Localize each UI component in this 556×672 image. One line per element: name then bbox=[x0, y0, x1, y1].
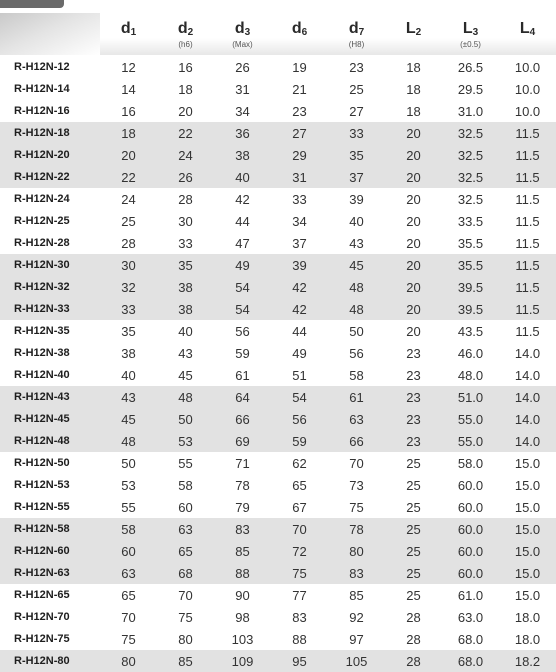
header-corner-cell bbox=[0, 13, 100, 55]
cell-d6: 21 bbox=[292, 81, 307, 97]
cell-l3: 63.0 bbox=[457, 609, 484, 625]
cell-d1: 20 bbox=[121, 147, 136, 163]
table-row bbox=[0, 298, 556, 320]
cell-l3: 51.0 bbox=[457, 389, 484, 405]
cell-d6: 31 bbox=[292, 169, 307, 185]
cell-d3: 64 bbox=[235, 389, 250, 405]
banner-fragment bbox=[0, 0, 64, 8]
cell-d6: 42 bbox=[292, 301, 307, 317]
cell-d1: 22 bbox=[121, 169, 136, 185]
cell-l4: 10.0 bbox=[514, 81, 541, 97]
cell-l4: 11.5 bbox=[515, 213, 540, 229]
cell-l4: 18.2 bbox=[514, 653, 541, 669]
cell-d3: 36 bbox=[235, 125, 250, 141]
cell-l2: 25 bbox=[406, 587, 421, 603]
cell-d6: 70 bbox=[292, 521, 307, 537]
cell-l3: 43.5 bbox=[457, 323, 484, 339]
cell-d1: 45 bbox=[121, 411, 136, 427]
cell-l3: 60.0 bbox=[457, 521, 484, 537]
cell-l3: 39.5 bbox=[457, 301, 484, 317]
cell-d1: 35 bbox=[121, 323, 136, 339]
cell-l2: 20 bbox=[406, 235, 421, 251]
table-row bbox=[0, 518, 556, 540]
part-number-cell: R-H12N-43 bbox=[14, 391, 70, 403]
cell-d7: 105 bbox=[345, 653, 368, 669]
cell-l3: 35.5 bbox=[457, 235, 484, 251]
cell-d7: 48 bbox=[349, 301, 364, 317]
cell-l3: 39.5 bbox=[457, 279, 484, 295]
cell-d2: 65 bbox=[178, 543, 193, 559]
cell-l3: 55.0 bbox=[457, 433, 484, 449]
cell-d2: 45 bbox=[178, 367, 193, 383]
cell-d2: 16 bbox=[178, 59, 193, 75]
table-header-row bbox=[0, 13, 556, 55]
cell-l2: 25 bbox=[406, 477, 421, 493]
cell-l4: 15.0 bbox=[514, 477, 541, 493]
header-col-d6: $d_6$ bbox=[291, 20, 308, 38]
cell-d2: 63 bbox=[178, 521, 193, 537]
cell-l2: 23 bbox=[406, 367, 421, 383]
cell-d3: 71 bbox=[235, 455, 250, 471]
cell-d3: 49 bbox=[235, 257, 250, 273]
cell-d6: 44 bbox=[292, 323, 307, 339]
cell-l4: 11.5 bbox=[515, 169, 540, 185]
cell-d6: 51 bbox=[292, 367, 307, 383]
cell-d2: 68 bbox=[178, 565, 193, 581]
cell-d1: 48 bbox=[121, 433, 136, 449]
cell-d7: 66 bbox=[349, 433, 364, 449]
cell-d7: 75 bbox=[349, 499, 364, 515]
cell-l2: 20 bbox=[406, 191, 421, 207]
cell-d1: 50 bbox=[121, 455, 136, 471]
cell-d1: 75 bbox=[121, 631, 136, 647]
cell-l4: 11.5 bbox=[515, 257, 540, 273]
cell-d7: 80 bbox=[349, 543, 364, 559]
cell-d3: 54 bbox=[235, 301, 250, 317]
cell-d6: 42 bbox=[292, 279, 307, 295]
cell-d3: 98 bbox=[235, 609, 250, 625]
cell-d2: 85 bbox=[178, 653, 193, 669]
cell-d1: 65 bbox=[121, 587, 136, 603]
part-number-cell: R-H12N-58 bbox=[14, 523, 70, 535]
cell-d2: 40 bbox=[178, 323, 193, 339]
table-row bbox=[0, 386, 556, 408]
cell-l3: 68.0 bbox=[457, 631, 484, 647]
part-number-cell: R-H12N-18 bbox=[14, 127, 70, 139]
cell-d3: 26 bbox=[235, 59, 250, 75]
cell-d2: 75 bbox=[178, 609, 193, 625]
cell-d6: 37 bbox=[292, 235, 307, 251]
table-row bbox=[0, 474, 556, 496]
cell-l2: 23 bbox=[406, 345, 421, 361]
cell-d7: 92 bbox=[349, 609, 364, 625]
cell-d6: 56 bbox=[292, 411, 307, 427]
cell-d2: 35 bbox=[178, 257, 193, 273]
cell-d6: 19 bbox=[292, 59, 307, 75]
part-number-cell: R-H12N-38 bbox=[14, 347, 70, 359]
cell-d3: 83 bbox=[235, 521, 250, 537]
table-row bbox=[0, 254, 556, 276]
table-row bbox=[0, 496, 556, 518]
part-number-cell: R-H12N-50 bbox=[14, 457, 70, 469]
part-number-cell: R-H12N-25 bbox=[14, 215, 70, 227]
part-number-cell: R-H12N-65 bbox=[14, 589, 70, 601]
part-number-cell: R-H12N-40 bbox=[14, 369, 70, 381]
cell-d6: 72 bbox=[292, 543, 307, 559]
cell-l4: 14.0 bbox=[514, 345, 541, 361]
cell-d6: 54 bbox=[292, 389, 307, 405]
cell-d2: 24 bbox=[178, 147, 193, 163]
cell-l3: 60.0 bbox=[457, 477, 484, 493]
table-row bbox=[0, 452, 556, 474]
cell-l2: 20 bbox=[406, 279, 421, 295]
part-number-cell: R-H12N-55 bbox=[14, 501, 70, 513]
cell-d2: 38 bbox=[178, 301, 193, 317]
cell-d6: 49 bbox=[292, 345, 307, 361]
cell-l4: 14.0 bbox=[514, 367, 541, 383]
cell-l4: 15.0 bbox=[514, 455, 541, 471]
cell-l3: 58.0 bbox=[457, 455, 484, 471]
part-number-cell: R-H12N-75 bbox=[14, 633, 70, 645]
cell-d3: 90 bbox=[235, 587, 250, 603]
cell-d3: 109 bbox=[231, 653, 254, 669]
part-number-cell: R-H12N-12 bbox=[14, 61, 70, 73]
cell-d1: 40 bbox=[121, 367, 136, 383]
cell-d2: 48 bbox=[178, 389, 193, 405]
part-number-cell: R-H12N-60 bbox=[14, 545, 70, 557]
cell-l4: 14.0 bbox=[514, 433, 541, 449]
table-row bbox=[0, 584, 556, 606]
cell-d6: 75 bbox=[292, 565, 307, 581]
table-row bbox=[0, 320, 556, 342]
table-row bbox=[0, 408, 556, 430]
cell-d6: 65 bbox=[292, 477, 307, 493]
cell-d3: 59 bbox=[235, 345, 250, 361]
cell-d2: 18 bbox=[178, 81, 193, 97]
cell-l3: 60.0 bbox=[457, 565, 484, 581]
cell-d1: 53 bbox=[121, 477, 136, 493]
part-number-cell: R-H12N-63 bbox=[14, 567, 70, 579]
cell-d2: 53 bbox=[178, 433, 193, 449]
cell-d2: 80 bbox=[178, 631, 193, 647]
cell-d2: 70 bbox=[178, 587, 193, 603]
cell-d2: 33 bbox=[178, 235, 193, 251]
cell-l2: 23 bbox=[406, 389, 421, 405]
cell-d6: 29 bbox=[292, 147, 307, 163]
cell-l3: 32.5 bbox=[457, 191, 484, 207]
cell-d2: 28 bbox=[178, 191, 193, 207]
table-row bbox=[0, 144, 556, 166]
cell-d7: 45 bbox=[349, 257, 364, 273]
cell-d1: 33 bbox=[121, 301, 136, 317]
table-row bbox=[0, 276, 556, 298]
part-number-cell: R-H12N-70 bbox=[14, 611, 70, 623]
cell-l2: 20 bbox=[406, 301, 421, 317]
part-number-cell: R-H12N-20 bbox=[14, 149, 70, 161]
cell-d1: 12 bbox=[121, 59, 136, 75]
cell-d1: 70 bbox=[121, 609, 136, 625]
cell-d1: 14 bbox=[121, 81, 136, 97]
cell-d2: 58 bbox=[178, 477, 193, 493]
table-row bbox=[0, 100, 556, 122]
cell-l4: 11.5 bbox=[515, 323, 540, 339]
cell-l3: 29.5 bbox=[457, 81, 484, 97]
cell-d6: 95 bbox=[292, 653, 307, 669]
cell-d3: 85 bbox=[235, 543, 250, 559]
cell-d3: 44 bbox=[235, 213, 250, 229]
cell-d3: 78 bbox=[235, 477, 250, 493]
cell-d2: 30 bbox=[178, 213, 193, 229]
part-number-cell: R-H12N-22 bbox=[14, 171, 70, 183]
cell-d2: 60 bbox=[178, 499, 193, 515]
cell-l3: 61.0 bbox=[457, 587, 484, 603]
cell-d1: 80 bbox=[121, 653, 136, 669]
cell-d7: 70 bbox=[349, 455, 364, 471]
cell-l2: 18 bbox=[406, 59, 421, 75]
part-number-cell: R-H12N-24 bbox=[14, 193, 70, 205]
cell-d2: 55 bbox=[178, 455, 193, 471]
cell-l4: 15.0 bbox=[514, 565, 541, 581]
cell-d6: 83 bbox=[292, 609, 307, 625]
cell-d7: 85 bbox=[349, 587, 364, 603]
cell-d3: 69 bbox=[235, 433, 250, 449]
header-col-d2: $d_2$ (h6) bbox=[177, 20, 194, 49]
cell-d3: 88 bbox=[235, 565, 250, 581]
cell-l4: 11.5 bbox=[515, 191, 540, 207]
cell-l3: 48.0 bbox=[457, 367, 484, 383]
cell-l4: 15.0 bbox=[514, 499, 541, 515]
part-number-cell: R-H12N-35 bbox=[14, 325, 70, 337]
header-col-d1: $d_1$ bbox=[120, 20, 137, 38]
cell-d1: 63 bbox=[121, 565, 136, 581]
table-row bbox=[0, 188, 556, 210]
part-number-cell: R-H12N-16 bbox=[14, 105, 70, 117]
cell-d7: 33 bbox=[349, 125, 364, 141]
cell-d1: 30 bbox=[121, 257, 136, 273]
cell-d3: 47 bbox=[235, 235, 250, 251]
cell-l2: 28 bbox=[406, 653, 421, 669]
cell-d6: 27 bbox=[292, 125, 307, 141]
cell-l4: 11.5 bbox=[515, 279, 540, 295]
cell-d3: 61 bbox=[235, 367, 250, 383]
cell-l4: 18.0 bbox=[514, 631, 541, 647]
cell-l3: 32.5 bbox=[457, 125, 484, 141]
cell-l3: 68.0 bbox=[457, 653, 484, 669]
cell-l2: 23 bbox=[406, 433, 421, 449]
cell-l2: 20 bbox=[406, 169, 421, 185]
cell-d7: 27 bbox=[349, 103, 364, 119]
cell-d3: 66 bbox=[235, 411, 250, 427]
cell-d7: 73 bbox=[349, 477, 364, 493]
cell-l2: 28 bbox=[406, 631, 421, 647]
cell-l2: 25 bbox=[406, 455, 421, 471]
cell-l2: 20 bbox=[406, 147, 421, 163]
cell-d7: 56 bbox=[349, 345, 364, 361]
table-row bbox=[0, 122, 556, 144]
cell-d7: 35 bbox=[349, 147, 364, 163]
table-row bbox=[0, 364, 556, 386]
cell-d7: 63 bbox=[349, 411, 364, 427]
cell-l4: 11.5 bbox=[515, 301, 540, 317]
table-row bbox=[0, 562, 556, 584]
cell-l4: 18.0 bbox=[514, 609, 541, 625]
cell-l3: 46.0 bbox=[457, 345, 484, 361]
cell-l4: 11.5 bbox=[515, 125, 540, 141]
table-row bbox=[0, 606, 556, 628]
cell-d3: 31 bbox=[235, 81, 250, 97]
cell-d1: 32 bbox=[121, 279, 136, 295]
part-number-cell: R-H12N-45 bbox=[14, 413, 70, 425]
cell-d6: 39 bbox=[292, 257, 307, 273]
cell-l4: 14.0 bbox=[514, 411, 541, 427]
cell-d7: 61 bbox=[349, 389, 364, 405]
cell-l3: 35.5 bbox=[457, 257, 484, 273]
cell-l3: 33.5 bbox=[457, 213, 484, 229]
cell-l2: 18 bbox=[406, 81, 421, 97]
cell-l2: 23 bbox=[406, 411, 421, 427]
cell-l2: 20 bbox=[406, 323, 421, 339]
cell-l2: 20 bbox=[406, 213, 421, 229]
cell-d7: 78 bbox=[349, 521, 364, 537]
cell-d7: 23 bbox=[349, 59, 364, 75]
table-row bbox=[0, 166, 556, 188]
table-row bbox=[0, 540, 556, 562]
cell-d2: 22 bbox=[178, 125, 193, 141]
cell-d7: 39 bbox=[349, 191, 364, 207]
cell-d6: 62 bbox=[292, 455, 307, 471]
table-body bbox=[0, 56, 556, 672]
cell-d1: 25 bbox=[121, 213, 136, 229]
cell-d1: 38 bbox=[121, 345, 136, 361]
cell-d1: 60 bbox=[121, 543, 136, 559]
cell-d1: 43 bbox=[121, 389, 136, 405]
cell-d7: 40 bbox=[349, 213, 364, 229]
table-row bbox=[0, 650, 556, 672]
cell-d1: 28 bbox=[121, 235, 136, 251]
cell-d3: 40 bbox=[235, 169, 250, 185]
cell-d3: 34 bbox=[235, 103, 250, 119]
cell-d6: 67 bbox=[292, 499, 307, 515]
cell-l4: 11.5 bbox=[515, 147, 540, 163]
cell-l3: 26.5 bbox=[457, 59, 484, 75]
table-row bbox=[0, 210, 556, 232]
cell-d6: 88 bbox=[292, 631, 307, 647]
cell-d2: 26 bbox=[178, 169, 193, 185]
cell-d1: 16 bbox=[121, 103, 136, 119]
cell-l2: 25 bbox=[406, 499, 421, 515]
cell-d2: 20 bbox=[178, 103, 193, 119]
header-col-d7: $d_7$ (H8) bbox=[348, 20, 365, 49]
top-banner-strip bbox=[0, 0, 556, 8]
cell-l2: 25 bbox=[406, 543, 421, 559]
cell-l2: 20 bbox=[406, 125, 421, 141]
cell-d7: 25 bbox=[349, 81, 364, 97]
cell-d6: 23 bbox=[292, 103, 307, 119]
cell-l2: 25 bbox=[406, 565, 421, 581]
cell-d3: 56 bbox=[235, 323, 250, 339]
cell-d2: 38 bbox=[178, 279, 193, 295]
part-number-cell: R-H12N-32 bbox=[14, 281, 70, 293]
cell-l2: 28 bbox=[406, 609, 421, 625]
cell-d6: 34 bbox=[292, 213, 307, 229]
cell-d7: 37 bbox=[349, 169, 364, 185]
cell-l4: 15.0 bbox=[514, 587, 541, 603]
cell-l3: 60.0 bbox=[457, 543, 484, 559]
part-number-cell: R-H12N-14 bbox=[14, 83, 70, 95]
part-number-cell: R-H12N-28 bbox=[14, 237, 70, 249]
cell-d3: 38 bbox=[235, 147, 250, 163]
table-row bbox=[0, 232, 556, 254]
cell-l4: 15.0 bbox=[514, 521, 541, 537]
cell-d1: 58 bbox=[121, 521, 136, 537]
cell-d7: 48 bbox=[349, 279, 364, 295]
cell-l2: 25 bbox=[406, 521, 421, 537]
table-row bbox=[0, 430, 556, 452]
table-row bbox=[0, 628, 556, 650]
cell-l4: 10.0 bbox=[514, 59, 541, 75]
cell-d1: 18 bbox=[121, 125, 136, 141]
cell-l4: 14.0 bbox=[514, 389, 541, 405]
part-number-cell: R-H12N-30 bbox=[14, 259, 70, 271]
part-number-cell: R-H12N-80 bbox=[14, 655, 70, 667]
cell-d3: 79 bbox=[235, 499, 250, 515]
cell-d1: 55 bbox=[121, 499, 136, 515]
cell-d7: 83 bbox=[349, 565, 364, 581]
header-col-l4: $L_4$ bbox=[519, 20, 536, 38]
cell-d6: 77 bbox=[292, 587, 307, 603]
cell-l3: 32.5 bbox=[457, 169, 484, 185]
cell-d3: 42 bbox=[235, 191, 250, 207]
part-number-cell: R-H12N-33 bbox=[14, 303, 70, 315]
cell-l2: 18 bbox=[406, 103, 421, 119]
cell-d7: 97 bbox=[349, 631, 364, 647]
table-row bbox=[0, 56, 556, 78]
cell-l2: 20 bbox=[406, 257, 421, 273]
header-col-d3: $d_3$ (Max) bbox=[232, 20, 253, 49]
cell-d7: 58 bbox=[349, 367, 364, 383]
cell-l4: 11.5 bbox=[515, 235, 540, 251]
part-number-cell: R-H12N-48 bbox=[14, 435, 70, 447]
cell-d3: 103 bbox=[231, 631, 254, 647]
cell-d1: 24 bbox=[121, 191, 136, 207]
cell-d7: 43 bbox=[349, 235, 364, 251]
part-number-cell: R-H12N-53 bbox=[14, 479, 70, 491]
table-row bbox=[0, 342, 556, 364]
header-col-l3: $L_3$ (±0.5) bbox=[460, 20, 481, 49]
header-col-l2: $L_2$ bbox=[405, 20, 422, 38]
cell-d6: 59 bbox=[292, 433, 307, 449]
cell-d2: 50 bbox=[178, 411, 193, 427]
cell-d2: 43 bbox=[178, 345, 193, 361]
cell-l3: 60.0 bbox=[457, 499, 484, 515]
cell-l4: 15.0 bbox=[514, 543, 541, 559]
cell-d7: 50 bbox=[349, 323, 364, 339]
cell-d6: 33 bbox=[292, 191, 307, 207]
cell-l3: 31.0 bbox=[457, 103, 484, 119]
cell-l3: 32.5 bbox=[457, 147, 484, 163]
table-row bbox=[0, 78, 556, 100]
cell-d3: 54 bbox=[235, 279, 250, 295]
cell-l4: 10.0 bbox=[514, 103, 541, 119]
cell-l3: 55.0 bbox=[457, 411, 484, 427]
